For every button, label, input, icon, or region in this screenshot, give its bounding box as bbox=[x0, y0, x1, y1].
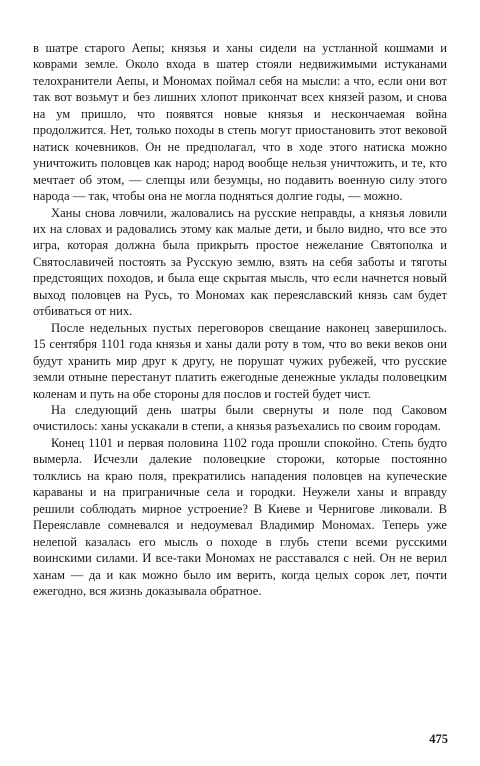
paragraph: После недельных пустых переговоров свещание наконец завершилось. 15 сентября 1101 года князья и ханы дали роту в том, что во веки веков они будут хранить мир друг к другу, не порушат чужих рубежей, что русские земли отныне перестанут платить ежегодные денежные уклады половецким коленам и путь на обе стороны для послов и гостей будет чист. bbox=[33, 320, 447, 401]
paragraph: На следующий день шатры были свернуты и поле под Саковом очистилось: ханы ускакали в степи, а князья разъехались по своим городам. bbox=[33, 402, 447, 434]
paragraph: Конец 1101 и первая половина 1102 года прошли спокойно. Степь будто вымерла. Исчезли далекие половецкие сторожи, которые постоянно толклись на краю поля, прекратились нападения половцев на купеческие караваны и на приграничные села и городки. Неужели ханы и вправду решили соблюдать мирное устроение? В Киеве и Чернигове ликовали. В Переяславле сомневался и недоумевал Владимир Мономах. Теперь уже нелепой казалась его мысль о походе в глубь степи всеми русскими воинскими силами. И все-таки Мономах не расставался с ней. Он не верил ханам — да и как можно было им верить, когда целых сорок лет, почти ежегодно, вся жизнь доказывала обратное. bbox=[33, 435, 447, 598]
paragraph: Ханы снова ловчили, жаловались на русские неправды, а князья ловили их на словах и радовались этому как малые дети, и было видно, что все это игра, которая должна была прикрыть простое нежелание Святополка и Святославичей постоять за Русскую землю, взять на себя заботы и тяготы предстоящих походов, и была еще скрытая мысль, что если начнется новый выход половцев на Русь, то Мономах как переяславский князь сам будет отбиваться от них. bbox=[33, 205, 447, 319]
paragraph: в шатре старого Аепы; князья и ханы сидели на устланной кошмами и коврами земле. Около входа в шатер стояли недвижимыми истуканами телохранители Аепы, и Мономах поймал себя на мысли: а что, если они вот так вот возьмут и без лишних хлопот прикончат всех князей разом, и снова на ум пришло, что появятся новые князья и нескончаемая война продолжится. Нет, только походы в степь могут приостановить этот вековой натиск кочевников. Он не предполагал, что в ходе этого натиска можно уничтожить половцев как народ; народ вообще нельзя уничтожить, и те, кто мечтает об этом, — слепцы или безумцы, но подавить военную силу этого народа — так, чтобы она не могла подняться долгие годы, — можно. bbox=[33, 41, 447, 204]
page-number: 475 bbox=[429, 732, 448, 746]
body-text bbox=[33, 40, 447, 599]
